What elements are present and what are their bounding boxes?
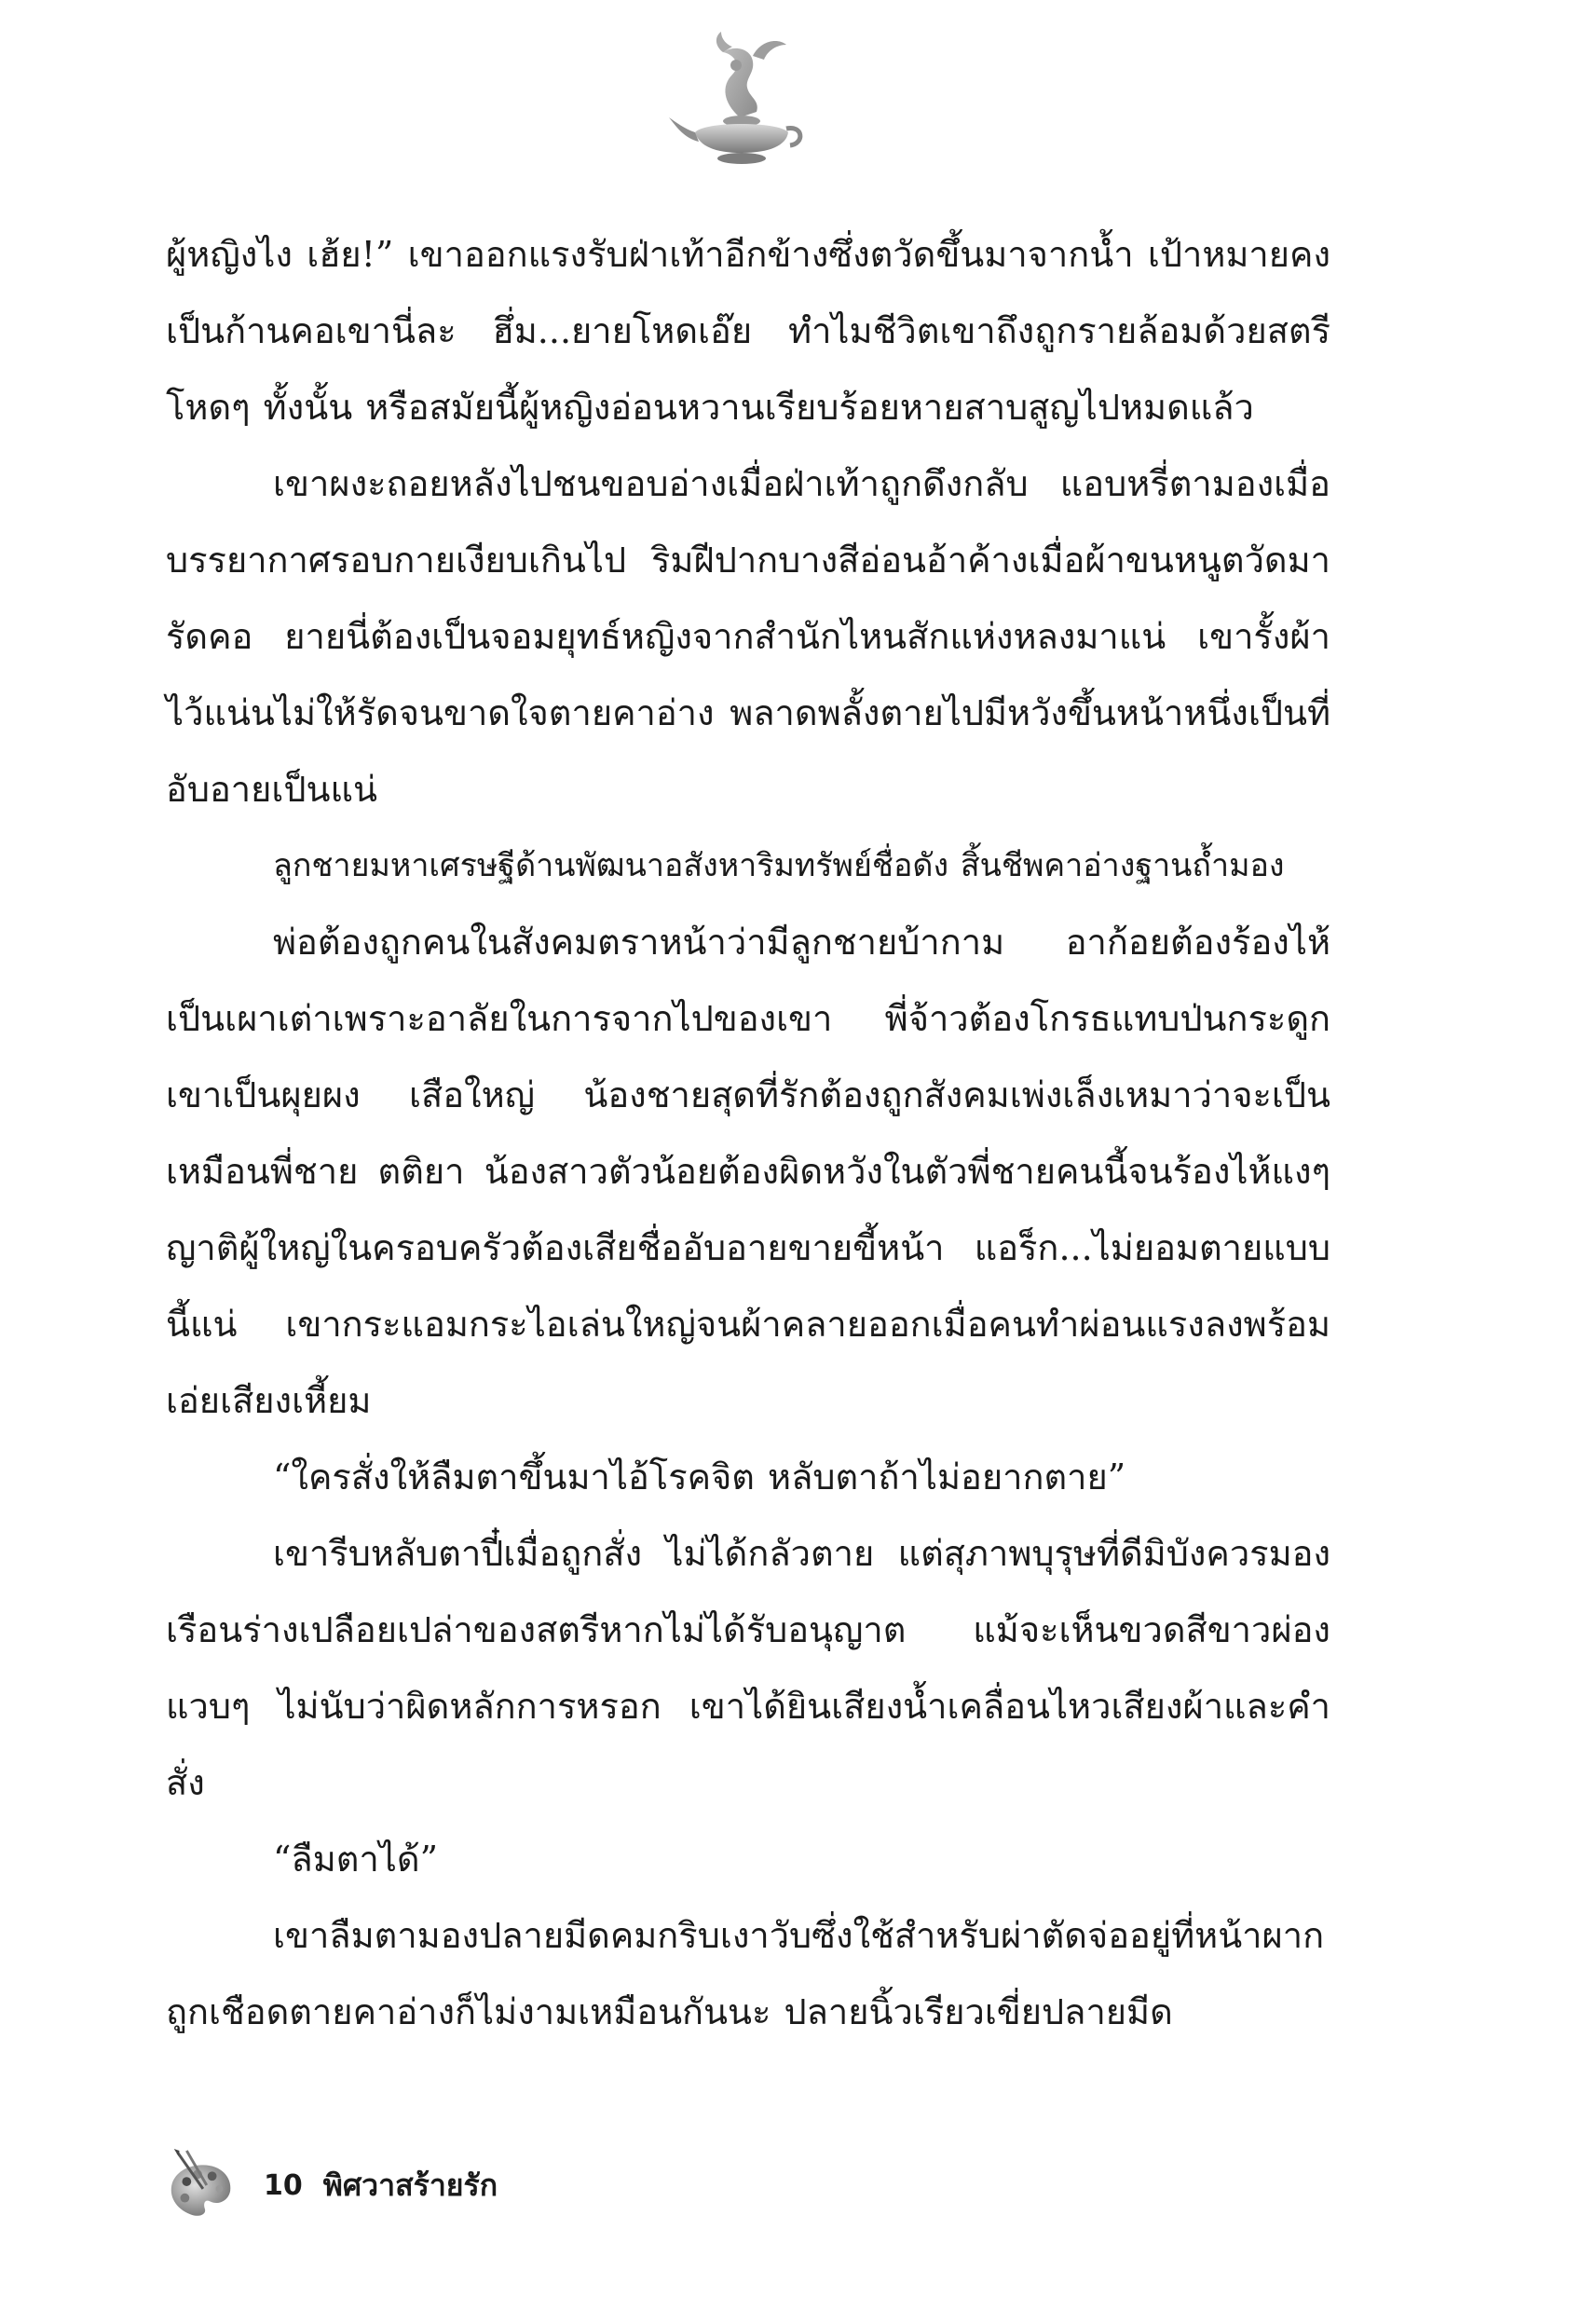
- paragraph: เขาผงะถอยหลังไปชนขอบอ่างเมื่อฝ่าเท้าถูกดึงกลับ แอบหรี่ตามองเมื่อบรรยากาศรอบกายเงียบเกินไป ริมฝีปากบางสีอ่อนอ้าค้างเมื่อผ้าขนหนูตวัดมารัดคอ ยายนี่ต้องเป็นจอมยุทธ์หญิงจากสำนักไหนสักแห่งหลงมาแน่ เขารั้งผ้าไว้แน่นไม่ให้รัดจนขาดใจตายคาอ่าง พลาดพลั้งตายไปมีหวังขึ้นหน้าหนึ่งเป็นที่อับอายเป็นแน่: [166, 463, 1330, 810]
- page-body: [166, 216, 1330, 2050]
- genie-lamp-icon: [667, 28, 807, 177]
- page-number: 10: [264, 2168, 303, 2202]
- paragraph: เขาลืมตามองปลายมีดคมกริบเงาวับซึ่งใช้สำหรับผ่าตัดจ่ออยู่ที่หน้าผาก ถูกเชือดตายคาอ่างก็ไม่งามเหมือนกันนะ ปลายนิ้วเรียวเขี่ยปลายมีด: [166, 1915, 1325, 2032]
- paragraph: ลูกชายมหาเศรษฐีด้านพัฒนาอสังหาริมทรัพย์ชื่อดัง สิ้นชีพคาอ่างฐานถ้ำมอง: [273, 847, 1285, 884]
- page-footer: [163, 2148, 498, 2222]
- book-title: พิศวาสร้ายรัก: [322, 2167, 498, 2203]
- paint-palette-icon: [163, 2149, 236, 2222]
- paragraph: “ลืมตาได้”: [273, 1839, 438, 1880]
- paragraph: “ใครสั่งให้ลืมตาขึ้นมาไอ้โรคจิต หลับตาถ้าไม่อยากตาย”: [273, 1456, 1126, 1497]
- paragraph: ผู้หญิงไง เฮ้ย!” เขาออกแรงรับฝ่าเท้าอีกข้างซึ่งตวัดขึ้นมาจากน้ำ เป้าหมายคงเป็นก้านคอเขานี่ละ ฮึ่ม...ยายโหดเอ๊ย ทำไมชีวิตเขาถึงถูกรายล้อมด้วยสตรีโหดๆ ทั้งนั้น หรือสมัยนี้ผู้หญิงอ่อนหวานเรียบร้อยหายสาบสูญไปหมดแล้ว: [166, 234, 1330, 428]
- paragraph: เขารีบหลับตาปี๋เมื่อถูกสั่ง ไม่ได้กลัวตาย แต่สุภาพบุรุษที่ดีมิบังควรมองเรือนร่างเปลือยเปล่าของสตรีหากไม่ได้รับอนุญาต แม้จะเห็นขวดสีขาวผ่องแวบๆ ไม่นับว่าผิดหลักการหรอก เขาได้ยินเสียงน้ำเคลื่อนไหวเสียงผ้าและคำสั่ง: [166, 1533, 1330, 1803]
- paragraph: พ่อต้องถูกคนในสังคมตราหน้าว่ามีลูกชายบ้ากาม อาก้อยต้องร้องไห้เป็นเผาเต่าเพราะอาลัยในการจากไปของเขา พี่จ้าวต้องโกรธแทบป่นกระดูกเขาเป็นผุยผง เสือใหญ่ น้องชายสุดที่รักต้องถูกสังคมเพ่งเล็งเหมาว่าจะเป็นเหมือนพี่ชาย ตติยา น้องสาวตัวน้อยต้องผิดหวังในตัวพี่ชายคนนี้จนร้องไห้แงๆ ญาติผู้ใหญ่ในครอบครัวต้องเสียชื่ออับอายขายขี้หน้า แอร็ก...ไม่ยอมตายแบบนี้แน่ เขากระแอมกระไอเล่นใหญ่จนผ้าคลายออกเมื่อคนทำผ่อนแรงลงพร้อมเอ่ยเสียงเหี้ยม: [166, 922, 1330, 1421]
